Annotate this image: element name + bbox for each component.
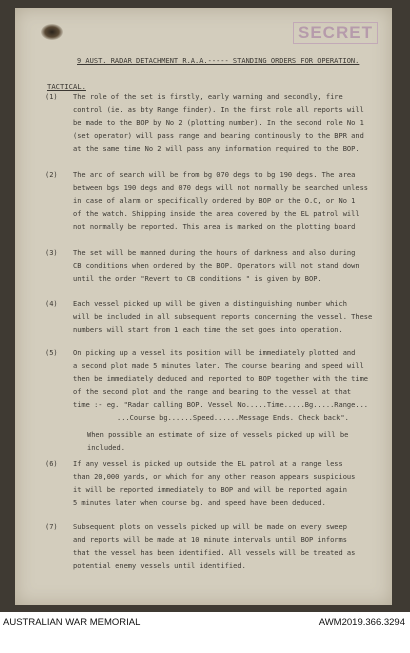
paragraph-line: of the watch. Shipping inside the area covered by the EL patrol will [73,210,360,218]
paragraph-line: of the second plot and the range and bearing to the vessel at that [73,388,352,396]
paragraph-line: that the vessel has been identified. All vessels will be treated as [73,549,356,557]
paragraph-1 [45,91,390,156]
paragraph-number: (5) [45,349,58,357]
paragraph-line: time :- eg. "Radar calling BOP. Vessel No.....Time.....Bg.....Range... [73,401,369,409]
paragraph-line: 5 minutes later when course bg. and speed have been deduced. [73,499,326,507]
paragraph-line: The role of the set is firstly, early warning and secondly, fire [73,93,343,101]
paragraph-number: (6) [45,460,58,468]
paragraph-number: (2) [45,171,58,179]
paragraph-line: between bgs 190 degs and 070 degs will not normally be searched unless [73,184,369,192]
paragraph-line: not normally be reported. This area is marked on the plotting board [73,223,356,231]
paragraph-line: be made to the BOP by No 2 (plotting number). In the second role No 1 [73,119,364,127]
paragraph-line: When possible an estimate of size of vessels picked up will be [87,431,349,439]
paragraph-line: ...Course bg......Speed......Message Ends. Check back". [117,414,349,422]
paragraph-line: until the order "Revert to CB conditions " is given by BOP. [73,275,322,283]
paragraph-line: numbers will start from 1 each time the set goes into operation. [73,326,343,334]
paragraph-line: The set will be manned during the hours of darkness and also during [73,249,356,257]
paragraph-number: (3) [45,249,58,257]
paragraph-line: will be included in all subsequent reports concerning the vessel. These [73,313,373,321]
paragraph-line: (set operator) will pass range and bearing continously to the BPR and [73,132,364,140]
paragraph-line: Each vessel picked up will be given a distinguishing number which [73,300,347,308]
pin-hole-stain [41,24,63,40]
paragraph-2 [45,169,390,234]
paragraph-line: potential enemy vessels until identified. [73,562,246,570]
paragraph-line: included. [87,444,125,452]
paragraph-line: Subsequent plots on vessels picked up will be made on every sweep [73,523,347,531]
paragraph-4 [45,298,390,337]
secret-stamp: SECRET [293,22,378,44]
institution-name: AUSTRALIAN WAR MEMORIAL [3,617,141,628]
document-page [15,8,392,605]
paragraph-line: then be immediately deduced and reported to BOP together with the time [73,375,369,383]
paragraph-line: in case of alarm or specifically ordered by BOP or the O.C, or No 1 [73,197,356,205]
paragraph-line: it will be reported immediately to BOP and will be reported again [73,486,347,494]
paragraph-5 [45,347,390,455]
paragraph-number: (1) [45,93,58,101]
paragraph-line: If any vessel is picked up outside the EL patrol at a range less [73,460,343,468]
paragraph-line: a second plot made 5 minutes later. The course bearing and speed will [73,362,364,370]
paragraph-line: The arc of search will be from bg 070 degs to bg 190 degs. The area [73,171,356,179]
paragraph-line: than 20,000 yards, or which for any other reason appears suspicious [73,473,356,481]
caption-bar [0,612,410,653]
document-heading: 9 AUST. RADAR DETACHMENT R.A.A.----- STANDING ORDERS FOR OPERATION. [77,57,360,65]
paragraph-6 [45,458,390,510]
accession-number: AWM2019.366.3294 [318,617,405,628]
section-title: TACTICAL. [47,82,86,91]
paragraph-line: On picking up a vessel its position will be immediately plotted and [73,349,356,357]
paragraph-number: (7) [45,523,58,531]
paragraph-7 [45,521,390,573]
paragraph-number: (4) [45,300,58,308]
paragraph-3 [45,247,390,286]
paragraph-line: CB conditions when ordered by the BOP. Operators will not stand down [73,262,360,270]
paragraph-line: and reports will be made at 10 minute intervals until BOP informs [73,536,347,544]
paragraph-line: at the same time No 2 will pass any information required to the BOP. [73,145,360,153]
paragraph-line: control (ie. as bty Range finder). In the first role all reports will [73,106,364,114]
